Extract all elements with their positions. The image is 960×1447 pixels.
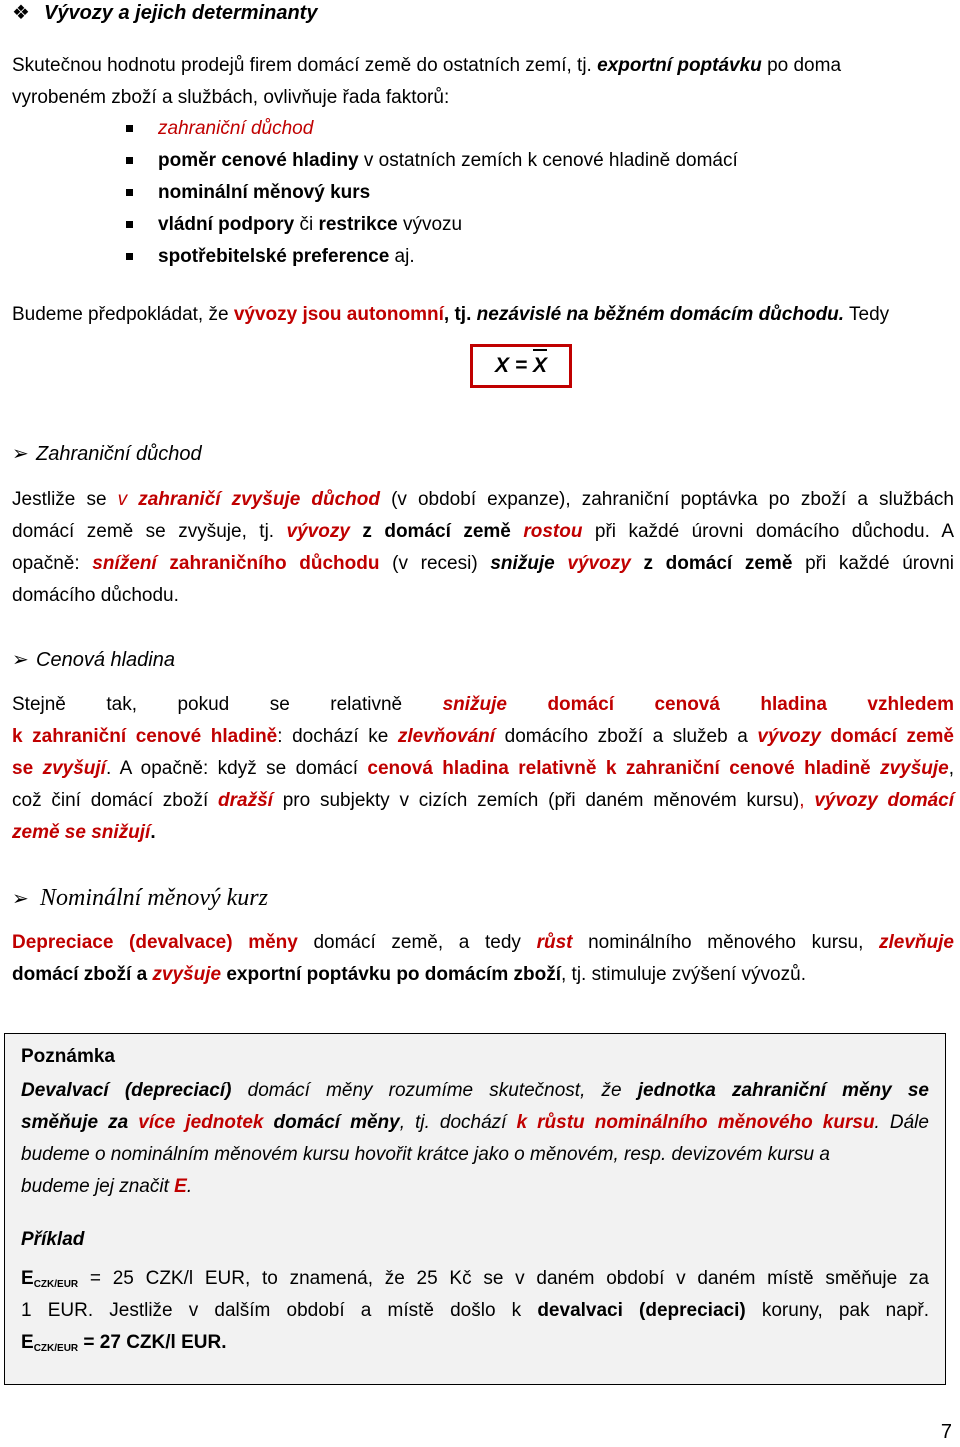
example-title: Příklad xyxy=(21,1229,85,1250)
independence-term: nezávislé na běžném domácím důchodu. xyxy=(476,304,845,325)
p1-term: vývozy xyxy=(567,553,631,574)
intro-line-1 xyxy=(12,50,954,82)
assumption-text: Budeme předpokládat, že xyxy=(12,304,234,325)
example-text: koruny, pak např. xyxy=(745,1300,929,1321)
factor-item: zahraniční důchod xyxy=(158,118,314,139)
p2-term: zvyšují xyxy=(42,758,106,779)
assumption-line xyxy=(12,299,954,331)
intro-text: po doma xyxy=(761,55,842,76)
note-line-4 xyxy=(21,1171,929,1203)
note-text: domácí měny rozumíme skutečnost, že xyxy=(231,1080,638,1101)
arrow-bullet-icon: ➢ xyxy=(12,888,29,910)
square-bullet-icon xyxy=(126,157,133,164)
p1-line-2 xyxy=(12,516,954,548)
p2-text xyxy=(871,758,880,779)
note-term: Devalvací (depreciací) xyxy=(21,1080,232,1101)
factor-item xyxy=(158,241,415,273)
p2-text xyxy=(821,726,831,747)
p2-text: pro subjekty v cizích zemích (při daném měnovém kursu) xyxy=(272,790,800,811)
p3-term: domácí zboží a xyxy=(12,964,153,985)
note-text: , tj. dochází xyxy=(399,1112,517,1133)
note-text: budeme jej značit xyxy=(21,1176,175,1197)
factor-term: spotřebitelské preference xyxy=(158,246,390,267)
diamond-bullet-icon: ❖ xyxy=(12,2,30,24)
p2-term: vývozy xyxy=(757,726,821,747)
p1-term: zahraničí zvyšuje důchod xyxy=(138,489,380,510)
p2-text xyxy=(507,694,547,715)
p2-line-4 xyxy=(12,785,954,817)
p3-line-1 xyxy=(12,927,954,959)
p1-term: z xyxy=(630,553,666,574)
arrow-bullet-icon: ➢ xyxy=(12,443,29,465)
square-bullet-icon xyxy=(126,189,133,196)
note-term: více jednotek xyxy=(138,1112,264,1133)
p2-term: domácí země xyxy=(830,726,954,747)
p3-text: , tj. stimuluje zvýšení vývozů. xyxy=(561,964,806,985)
example-line-3 xyxy=(21,1327,929,1365)
p1-term: rostou xyxy=(523,521,583,542)
p2-term: země se snižují xyxy=(12,822,151,843)
assumption-text: Tedy xyxy=(844,304,890,325)
p3-line-2 xyxy=(12,959,954,991)
p1-text: (v období expanze), zahraniční poptávka po zboží a službách xyxy=(379,489,955,510)
exchange-rate-symbol: E xyxy=(21,1268,34,1289)
p3-text: nominálního měnového kursu, xyxy=(572,932,880,953)
p1-line-3 xyxy=(12,548,954,580)
note-title: Poznámka xyxy=(21,1046,115,1067)
p3-term: zvyšuje xyxy=(152,964,222,985)
p1-line-4: domácího důchodu. xyxy=(12,585,179,606)
note-term: směňuje za xyxy=(21,1112,139,1133)
note-text: . Dále xyxy=(874,1112,929,1133)
note-term: k růstu nominálního měnového kursu xyxy=(516,1112,875,1133)
export-demand-term: exportní poptávku xyxy=(597,55,762,76)
p2-term: domácí cenová hladina vzhledem xyxy=(547,694,954,715)
formula-x: X xyxy=(495,354,510,377)
p2-text: což činí domácí zboží xyxy=(12,790,219,811)
p3-term: zlevňuje xyxy=(879,932,954,953)
p2-term: se xyxy=(12,758,43,779)
factor-term: poměr cenové hladiny xyxy=(158,150,359,171)
p2-text: , xyxy=(799,790,815,811)
factor-item xyxy=(158,145,738,177)
assumption-text: , tj. xyxy=(443,304,477,325)
p1-term: vývozy xyxy=(286,521,350,542)
p1-text: při každé úrovni xyxy=(792,553,954,574)
p2-line-2 xyxy=(12,721,954,753)
note-box xyxy=(4,1033,946,1385)
note-line-3: budeme o nominálním měnovém kursu hovořit krátce jako o měnovém, resp. devizovém kursu a xyxy=(21,1144,830,1165)
p2-line-3 xyxy=(12,753,954,785)
p2-term: cenová hladina relativně k zahraniční cenové hladině xyxy=(367,758,871,779)
formula-x-bar: X xyxy=(533,347,547,385)
arrow-bullet-icon: ➢ xyxy=(12,649,29,671)
section-heading xyxy=(12,0,317,26)
subheading-text: Zahraniční důchod xyxy=(36,443,202,465)
formula-box xyxy=(470,344,572,388)
factor-term: vládní podpory xyxy=(158,214,295,235)
p2-term: k zahraniční cenové hladině xyxy=(12,726,278,747)
exchange-rate-subscript: CZK/EUR xyxy=(33,1343,79,1354)
subheading-foreign-income xyxy=(12,440,202,468)
note-term: E xyxy=(174,1176,187,1197)
p1-term: zahraničního důchodu xyxy=(156,553,380,574)
p1-text: domácí země se zvyšuje, tj. xyxy=(12,521,287,542)
subheading-text: Nominální měnový kurz xyxy=(40,885,268,911)
square-bullet-icon xyxy=(126,221,133,228)
p2-term: snižuje xyxy=(442,694,507,715)
p1-term: snížení xyxy=(92,553,157,574)
intro-line-2: vyrobeném zboží a službách, ovlivňuje řada faktorů: xyxy=(12,87,450,108)
factor-item xyxy=(158,209,462,241)
page-number: 7 xyxy=(940,1421,952,1443)
p1-term: z domácí země xyxy=(349,521,524,542)
example-line-2 xyxy=(21,1295,929,1327)
p1-line-1 xyxy=(12,484,954,516)
subheading-exchange-rate xyxy=(12,882,268,915)
p2-line-1 xyxy=(12,689,954,721)
p3-term: exportní poptávku po domácím zboží xyxy=(221,964,561,985)
p2-text: , xyxy=(948,758,954,779)
p1-term: domácí země xyxy=(665,553,793,574)
p1-text: při každé úrovni domácího důchodu. A xyxy=(582,521,954,542)
factor-item: nominální měnový kurs xyxy=(158,182,371,203)
square-bullet-icon xyxy=(126,125,133,132)
section-title: Vývozy a jejich determinanty xyxy=(44,2,318,24)
p2-text: . xyxy=(150,822,156,843)
example-term: devalvaci (depreciaci) xyxy=(537,1300,746,1321)
autonomous-exports-term: vývozy jsou autonomní xyxy=(233,304,444,325)
intro-text: Skutečnou hodnotu prodejů firem domácí země do ostatních zemí, tj. xyxy=(12,55,598,76)
note-term: jednotka zahraniční měny se xyxy=(637,1080,929,1101)
note-term: domácí měny xyxy=(263,1112,400,1133)
p2-term: zvyšuje xyxy=(880,758,949,779)
p3-term: růst xyxy=(536,932,573,953)
p2-text: : dochází ke xyxy=(277,726,398,747)
p2-term: vývozy domácí xyxy=(814,790,955,811)
p3-term: Depreciace (devalvace) měny xyxy=(12,932,298,953)
example-text: 1 EUR. Jestliže v dalším období a místě došlo k xyxy=(21,1300,538,1321)
p3-text: domácí země, a tedy xyxy=(297,932,537,953)
exchange-rate-subscript: CZK/EUR xyxy=(33,1279,79,1290)
factor-text: aj. xyxy=(389,246,415,267)
p1-text: Jestliže se xyxy=(12,489,118,510)
subheading-text: Cenová hladina xyxy=(36,649,175,671)
example-text: = 25 CZK/l EUR, to znamená, že 25 Kč se v daném období v daném místě směňuje za xyxy=(78,1268,929,1289)
square-bullet-icon xyxy=(126,253,133,260)
factor-text: či xyxy=(294,214,319,235)
note-line-2 xyxy=(21,1107,929,1139)
note-text: . xyxy=(186,1176,193,1197)
exchange-rate-symbol: E xyxy=(21,1332,34,1353)
p2-text: . A opačně: když se domácí xyxy=(105,758,368,779)
formula-equals: = xyxy=(509,354,533,377)
p2-term: zlevňování xyxy=(397,726,496,747)
factor-text: v ostatních zemích k cenové hladině domácí xyxy=(358,150,738,171)
p1-term: v xyxy=(117,489,139,510)
p1-term: snižuje xyxy=(490,553,555,574)
p1-text xyxy=(555,553,568,574)
p1-text: opačně: xyxy=(12,553,93,574)
note-line-1 xyxy=(21,1075,929,1107)
subheading-price-level xyxy=(12,646,175,674)
factor-text: vývozu xyxy=(397,214,463,235)
p1-text: (v recesi) xyxy=(379,553,491,574)
p2-term: dražší xyxy=(218,790,273,811)
factor-term: restrikce xyxy=(318,214,398,235)
p2-text: Stejně tak, pokud se relativně xyxy=(12,694,443,715)
p2-text: domácího zboží a služeb a xyxy=(495,726,758,747)
example-text: = 27 CZK/l EUR. xyxy=(78,1332,227,1353)
p2-line-5 xyxy=(12,817,954,849)
